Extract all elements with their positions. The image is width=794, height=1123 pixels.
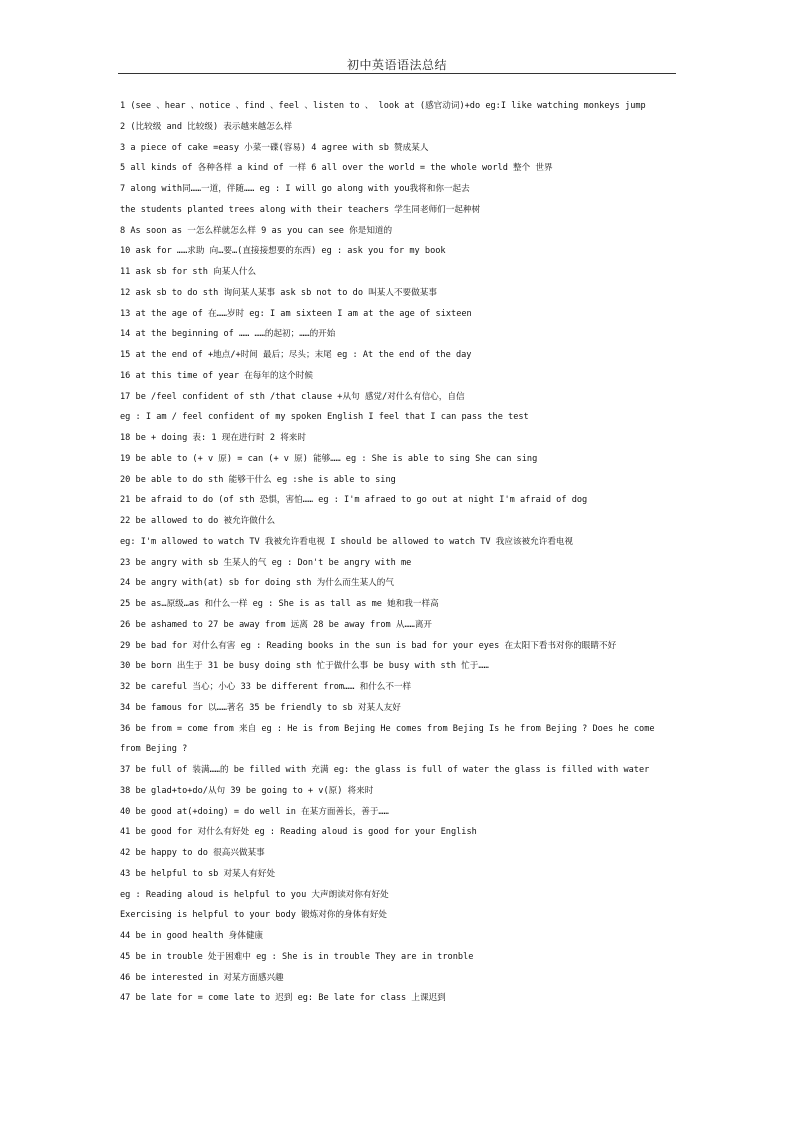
text-line: 32 be careful 当心；小心 33 be different from…… 和什么不一样 xyxy=(120,682,412,692)
text-line: 13 at the age of 在……岁时 eg: I am sixteen I am at the age of sixteen xyxy=(120,308,472,319)
text-line: 12 ask sb to do sth 询问某人某事 ask sb not to do 叫某人不要做某事 xyxy=(120,287,437,298)
text-line: 38 be glad+to+do/从句 39 be going to + v(原) 将来时 xyxy=(120,785,374,796)
text-line: 18 be + doing 表: 1 现在进行时 2 将来时 xyxy=(120,433,306,443)
text-line: 46 be interested in 对某方面感兴趣 xyxy=(120,972,284,983)
text-line: 17 be /feel confident of sth /that clause +从句 感觉/对什么有信心，自信 xyxy=(120,391,465,402)
text-line: 10 ask for ……求助 向…要…(直接接想要的东西) eg : ask you for my book xyxy=(120,246,446,257)
text-line: eg: I'm allowed to watch TV 我被允许看电视 I should be allowed to watch TV 我应该被允许看电视 xyxy=(120,536,574,547)
text-line: 5 all kinds of 各种各样 a kind of 一样 6 all over the world = the whole world 整个 世界 xyxy=(120,163,553,174)
text-line: 24 be angry with(at) sb for doing sth 为什么而生某人的气 xyxy=(120,578,394,589)
text-line: 19 be able to (+ v 原) = can (+ v 原) 能够…… eg : She is able to sing She can sing xyxy=(120,453,538,464)
text-line: 22 be allowed to do 被允许做什么 xyxy=(120,516,276,526)
text-line: 42 be happy to do 很高兴做某事 xyxy=(120,848,265,858)
text-line: 2 (比较级 and 比较级) 表示越来越怎么样 xyxy=(120,121,293,132)
text-line: 36 be from = come from 来自 eg : He is from Bejing He comes from Bejing Is he from Bejing ? Does he come xyxy=(120,723,655,734)
text-line: 16 at this time of year 在每年的这个时候 xyxy=(120,370,313,381)
text-line: 43 be helpful to sb 对某人有好处 xyxy=(120,868,276,879)
text-line: 23 be angry with sb 生某人的气 eg : Don't be angry with me xyxy=(120,557,412,568)
text-line: the students planted trees along with their teachers 学生同老师们一起种树 xyxy=(120,204,481,215)
text-line: 40 be good at(+doing) = do well in 在某方面善长，善于…… xyxy=(120,806,389,817)
text-line: 25 be as…原级…as 和什么一样 eg : She is as tall as me 她和我一样高 xyxy=(120,599,439,609)
text-line: Exercising is helpful to your body 锻炼对你的身体有好处 xyxy=(120,910,388,921)
text-line: 29 be bad for 对什么有害 eg : Reading books in the sun is bad for your eyes 在太阳下看书对你的眼睛不好 xyxy=(120,640,617,651)
text-line: 21 be afraid to do (of sth 恐惧，害怕…… eg : I'm afraed to go out at night I'm afraid of dog xyxy=(120,495,588,506)
text-line: 3 a piece of cake =easy 小菜一碟(容易) 4 agree with sb 赞成某人 xyxy=(120,142,429,153)
text-line: 37 be full of 装满……的 be filled with 充满 eg: the glass is full of water the glass is filled with water xyxy=(120,765,650,775)
text-line: eg : Reading aloud is helpful to you 大声朗读对你有好处 xyxy=(120,889,389,900)
text-line: eg : I am / feel confident of my spoken English I feel that I can pass the test xyxy=(120,412,529,423)
text-line: 41 be good for 对什么有好处 eg : Reading aloud is good for your English xyxy=(120,827,477,838)
text-line: from Bejing ? xyxy=(120,744,188,755)
text-line: 47 be late for = come late to 迟到 eg: Be late for class 上课迟到 xyxy=(120,993,446,1004)
text-line: 1 (see 、hear 、notice 、find 、feel 、listen to 、 look at (感官动词)+do eg:I like watching monkeys jump xyxy=(120,101,646,111)
text-line: 45 be in trouble 处于困难中 eg : She is in trouble They are in tronble xyxy=(120,951,474,962)
text-line: 7 along with同……一道，伴随…… eg : I will go along with you我将和你一起去 xyxy=(120,184,470,194)
text-line: 11 ask sb for sth 向某人什么 xyxy=(120,267,257,277)
text-line: 30 be born 出生于 31 be busy doing sth 忙于做什么事 be busy with sth 忙于…… xyxy=(120,661,489,672)
text-line: 15 at the end of +地点/+时间 最后；尽头；末尾 eg : At the end of the day xyxy=(120,350,472,360)
text-line: 44 be in good health 身体健康 xyxy=(120,931,264,941)
text-line: 34 be famous for 以……著名 35 be friendly to sb 对某人友好 xyxy=(120,702,401,713)
text-line: 14 at the beginning of …… ……的起初；……的开始 xyxy=(120,329,336,340)
text-line: 20 be able to do sth 能够干什么 eg :she is able to sing xyxy=(120,474,396,485)
text-line: 8 As soon as 一怎么样就怎么样 9 as you can see 你是知道的 xyxy=(120,225,393,236)
document-body xyxy=(120,96,686,1009)
header-divider xyxy=(118,73,676,74)
text-line: 26 be ashamed to 27 be away from 远离 28 be away from 从……离开 xyxy=(120,619,433,630)
page-header-title: 初中英语语法总结 xyxy=(346,58,447,72)
